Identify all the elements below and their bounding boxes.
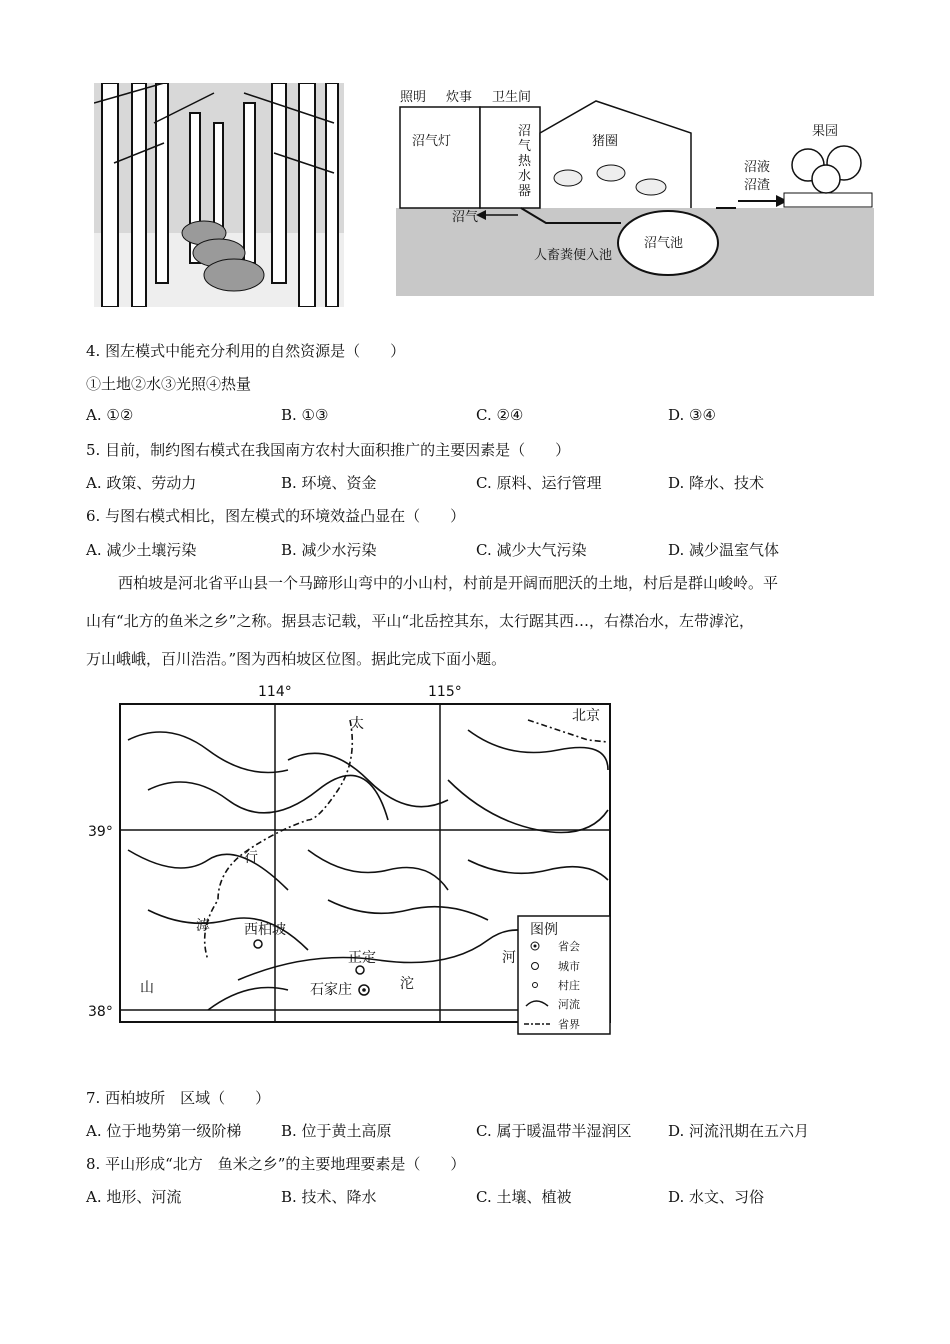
legend-border: 省界	[558, 1018, 580, 1031]
legend-title: 图例	[530, 922, 558, 938]
map-lon-114: 114°	[258, 684, 292, 700]
biogas-diagram	[396, 83, 876, 297]
label-pigsty: 猪圈	[592, 134, 619, 149]
q5-option-c[interactable]: C. 原料、运行管理	[476, 474, 602, 492]
legend-village: 村庄	[558, 979, 580, 992]
q5-option-b[interactable]: B. 环境、资金	[281, 474, 377, 492]
passage-line-3: 万山峨峨，百川浩浩。”图为西柏坡区位图。据此完成下面小题。	[86, 650, 507, 668]
q4-option-d[interactable]: D. ③④	[668, 406, 716, 424]
map-label-tuo: 沱	[400, 976, 414, 992]
map-label-hang: 行	[244, 850, 258, 866]
label-slurry-0: 沼液	[744, 160, 771, 175]
label-heater-1: 气	[518, 139, 532, 154]
q6-option-b[interactable]: B. 减少水污染	[281, 541, 377, 559]
map-label-zhengding: 正定	[348, 950, 376, 966]
q6-option-c[interactable]: C. 减少大气污染	[476, 541, 587, 559]
question-5-stem: 5. 目前，制约图右模式在我国南方农村大面积推广的主要因素是（ ）	[86, 441, 571, 459]
q8-option-a[interactable]: A. 地形、河流	[86, 1188, 182, 1206]
map-lat-38: 38°	[88, 1004, 113, 1020]
passage-line-2: 山有“北方的鱼米之乡”之称。据县志记载，平山“北岳控其东，太行踞其西…，右襟冶水，左带滹沱，	[86, 612, 755, 630]
label-heater-0: 沼	[518, 124, 532, 139]
legend-city: 城市	[558, 960, 580, 973]
q5-option-d[interactable]: D. 降水、技术	[668, 474, 765, 492]
question-4-line2: ①土地②水③光照④热量	[86, 375, 252, 393]
map-label-he: 河	[502, 950, 516, 966]
q5-option-a[interactable]: A. 政策、劳动力	[86, 474, 197, 492]
label-heater-3: 水	[518, 169, 532, 184]
map-label-hu: 滹	[196, 918, 210, 934]
label-zhaoming: 照明	[400, 90, 427, 105]
map-label-xibaipo: 西柏坡	[244, 922, 286, 938]
forest-illustration	[94, 83, 344, 307]
q8-option-d[interactable]: D. 水文、习俗	[668, 1188, 765, 1206]
legend-river: 河流	[558, 998, 580, 1011]
label-pit: 沼气池	[644, 236, 684, 251]
map-lon-115: 115°	[428, 684, 462, 700]
label-weishengjian: 卫生间	[492, 90, 532, 105]
q7-option-b[interactable]: B. 位于黄土高原	[281, 1122, 392, 1140]
q7-option-a[interactable]: A. 位于地势第一级阶梯	[86, 1122, 242, 1140]
label-slurry-1: 沼渣	[744, 178, 771, 193]
q6-option-a[interactable]: A. 减少土壤污染	[86, 541, 197, 559]
xibaipo-location-map	[88, 680, 618, 1046]
q7-option-d[interactable]: D. 河流汛期在五六月	[668, 1122, 810, 1140]
legend-capital: 省会	[558, 940, 580, 953]
question-4-stem: 4. 图左模式中能充分利用的自然资源是（ ）	[86, 342, 406, 360]
label-lamp: 沼气灯	[412, 134, 452, 149]
q8-option-c[interactable]: C. 土壤、植被	[476, 1188, 572, 1206]
q4-option-a[interactable]: A. ①②	[86, 406, 134, 424]
q4-option-c[interactable]: C. ②④	[476, 406, 524, 424]
question-7-stem: 7. 西柏坡所 区域（ ）	[86, 1089, 271, 1107]
map-label-tai: 太	[350, 716, 364, 732]
map-legend	[518, 916, 610, 1034]
label-gas: 沼气	[452, 210, 479, 225]
q6-option-d[interactable]: D. 减少温室气体	[668, 541, 780, 559]
passage-line-1: 西柏坡是河北省平山县一个马蹄形山弯中的小山村，村前是开阔而肥沃的土地，村后是群山峻岭。平	[118, 574, 779, 592]
label-input: 人畜粪便入池	[534, 248, 613, 263]
question-8-stem: 8. 平山形成“北方 鱼米之乡”的主要地理要素是（ ）	[86, 1155, 466, 1173]
q7-option-c[interactable]: C. 属于暖温带半湿润区	[476, 1122, 632, 1140]
label-orchard: 果园	[812, 124, 839, 139]
map-label-shan: 山	[140, 980, 154, 996]
q8-option-b[interactable]: B. 技术、降水	[281, 1188, 377, 1206]
map-lat-39: 39°	[88, 824, 113, 840]
label-chuishi: 炊事	[446, 90, 473, 105]
label-heater-2: 热	[518, 154, 532, 169]
map-label-shijiazhuang: 石家庄	[310, 982, 352, 998]
label-heater-4: 器	[518, 184, 532, 199]
question-6-stem: 6. 与图右模式相比，图左模式的环境效益凸显在（ ）	[86, 507, 466, 525]
q4-option-b[interactable]: B. ①③	[281, 406, 329, 424]
map-label-beijing: 北京	[572, 708, 600, 724]
